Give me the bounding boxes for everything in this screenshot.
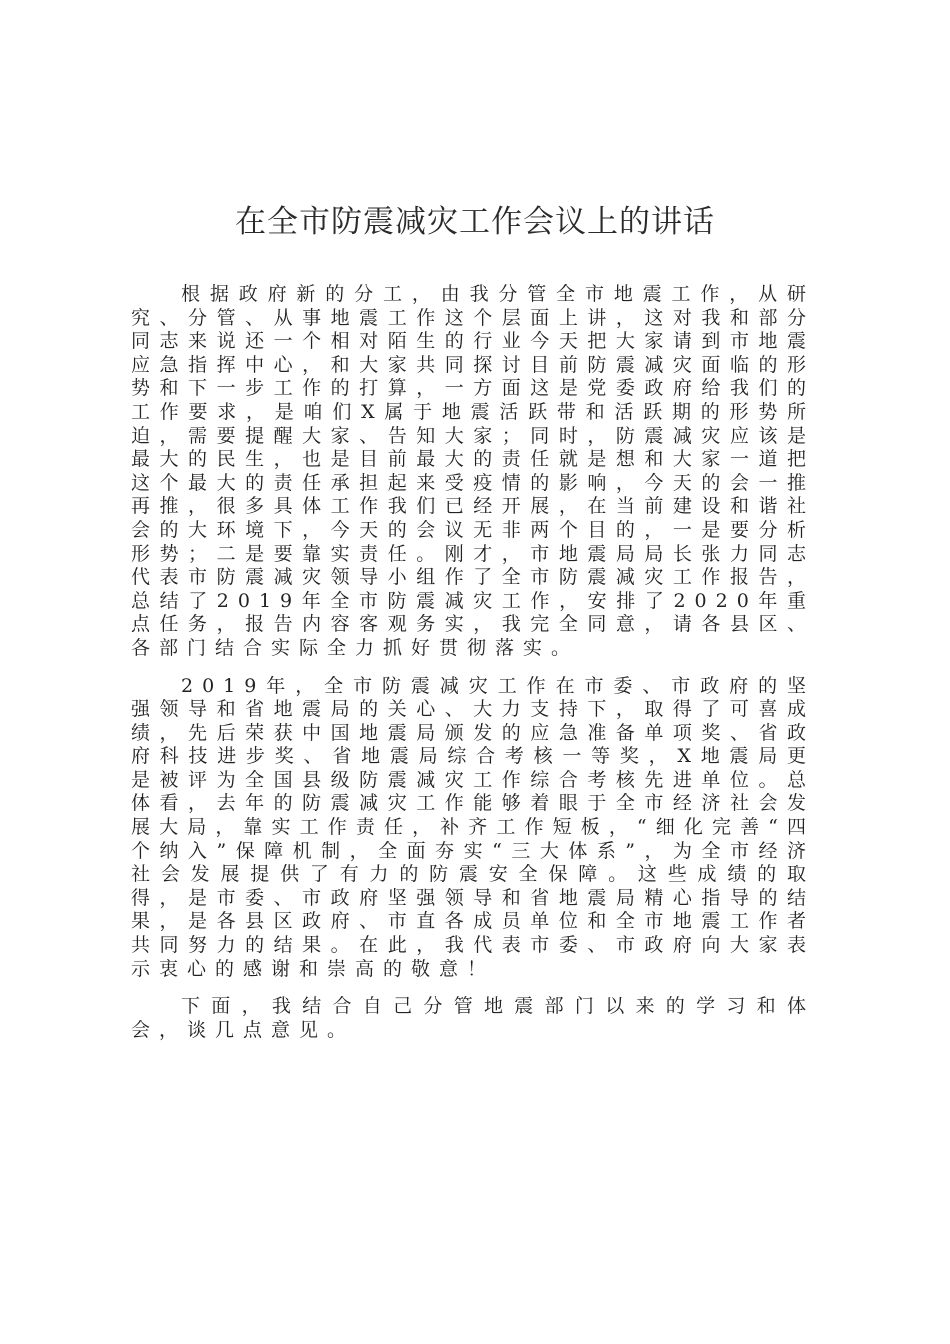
- paragraph-3: 下面，我结合自己分管地震部门以来的学习和体会，谈几点意见。: [131, 995, 815, 1041]
- document-title: 在全市防震减灾工作会议上的讲话: [235, 204, 715, 240]
- paragraph-1: 根据政府新的分工，由我分管全市地震工作，从研究、分管、从事地震工作这个层面上讲，这对我和部分同志来说还一个相对陌生的行业今天把大家请到市地震应急指挥中心，和大家共同探讨目前防震减灾面临的形势和下一步工作的打算，一方面这是党委政府给我们的工作要求，是咱们X属于地震活跃带和活跃期的形势所迫，需要提醒大家、告知大家；同时，防震减灾应该是最大的民生，也是目前最大的责任就是想和大家一道把这个最大的责任承担起来受疫情的影响，今天的会一推再推，很多具体工作我们已经开展，在当前建设和谐社会的大环境下，今天的会议无非两个目的，一是要分析形势；二是要靠实责任。刚才，市地震局局长张力同志代表市防震减灾领导小组作了全市防震减灾工作报告，总结了2019年全市防震减灾工作，安排了2020年重点任务，报告内容客观务实，我完全同意，请各县区、各部门结合实际全力抓好贯彻落实。: [131, 283, 815, 659]
- document-body: [131, 283, 815, 1056]
- paragraph-2: 2019年，全市防震减灾工作在市委、市政府的坚强领导和省地震局的关心、大力支持下，取得了可喜成绩，先后荣获中国地震局颁发的应急准备单项奖、省政府科技进步奖、省地震局综合考核一等奖，X地震局更是被评为全国县级防震减灾工作综合考核先进单位。总体看，去年的防震减灾工作能够着眼于全市经济社会发展大局，靠实工作责任，补齐工作短板，“细化完善“四个纳入”保障机制，全面夯实“三大体系”，为全市经济社会发展提供了有力的防震安全保障。这些成绩的取得，是市委、市政府坚强领导和省地震局精心指导的结果，是各县区政府、市直各成员单位和全市地震工作者共同努力的结果。在此，我代表市委、市政府向大家表示衷心的感谢和崇高的敬意！: [131, 674, 815, 980]
